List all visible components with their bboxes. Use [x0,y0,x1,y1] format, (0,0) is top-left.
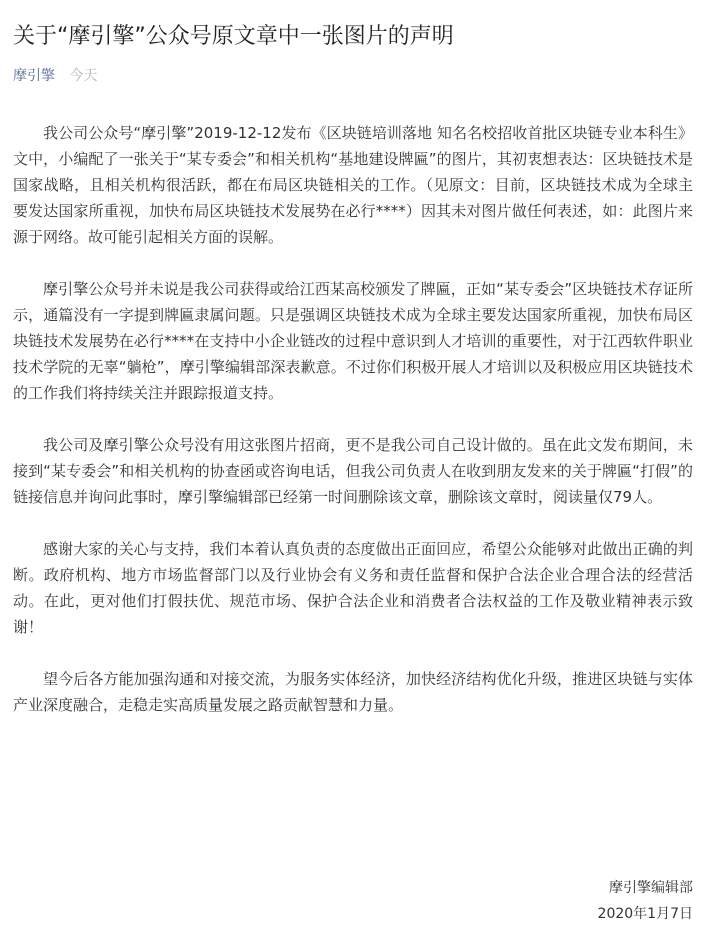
paragraph-1: 我公司公众号“摩引擎”2019-12-12发布《区块链培训落地 知名名校招收首批区块链专业本科生》文中，小编配了一张关于“某专委会”和相关机构“基地建设牌匾”的图片，其初衷想表达：区块链技术是国家战略，且相关机构很活跃，都在布局区块链相关的工作。（见原文：目前，区块链技术成为全球主要发达国家所重视，加快布局区块链技术发展势在必行****）因其未对图片做任何表述，如：此图片来源于网络。故可能引起相关方面的误解。 [13,124,693,246]
paragraph-3: 我公司及摩引擎公众号没有用这张图片招商，更不是我公司自己设计做的。虽在此文发布期间，未接到“某专委会”和相关机构的协查函或咨询电话，但我公司负责人在收到朋友发来的关于牌匾“打假”的链接信息并询问此事时，摩引擎编辑部已经第一时间删除该文章，删除该文章时，阅读量仅79人。 [13,436,693,506]
article-title: 关于“摩引擎”公众号原文章中一张图片的声明 [13,24,454,49]
signature-date: 2020年1月7日 [597,906,693,922]
paragraph-2: 摩引擎公众号并未说是我公司获得或给江西某高校颁发了牌匾，正如“某专委会”区块链技术存证所示，通篇没有一字提到牌匾隶属问题。只是强调区块链技术成为全球主要发达国家所重视，加快布局区块链技术发展势在必行****在支持中小企业链改的过程中意识到人才培训的重要性，对于江西软件职业技术学院的无辜“躺枪”，摩引擎编辑部深表歉意。不过你们积极开展人才培训以及积极应用区块链技术的工作我们将持续关注并跟踪报道支持。 [13,280,693,402]
paragraph-5: 望今后各方能加强沟通和对接交流，为服务实体经济，加快经济结构优化升级，推进区块链与实体产业深度融合，走稳走实高质量发展之路贡献智慧和力量。 [13,670,693,714]
signature-block [598,875,693,927]
article-body [13,120,693,718]
publish-time: 今天 [69,68,98,84]
signature-name: 摩引擎编辑部 [609,880,693,896]
account-name-link[interactable]: 摩引擎 [13,68,55,84]
paragraph-4: 感谢大家的关心与支持，我们本着认真负责的态度做出正面回应，希望公众能够对此做出正确的判断。政府机构、地方市场监督部门以及行业协会有义务和责任监督和保护合法企业合理合法的经营活动。在此，更对他们打假扶优、规范市场、保护合法企业和消费者合法权益的工作及敬业精神表示致谢！ [13,540,693,636]
article-meta [13,66,97,86]
